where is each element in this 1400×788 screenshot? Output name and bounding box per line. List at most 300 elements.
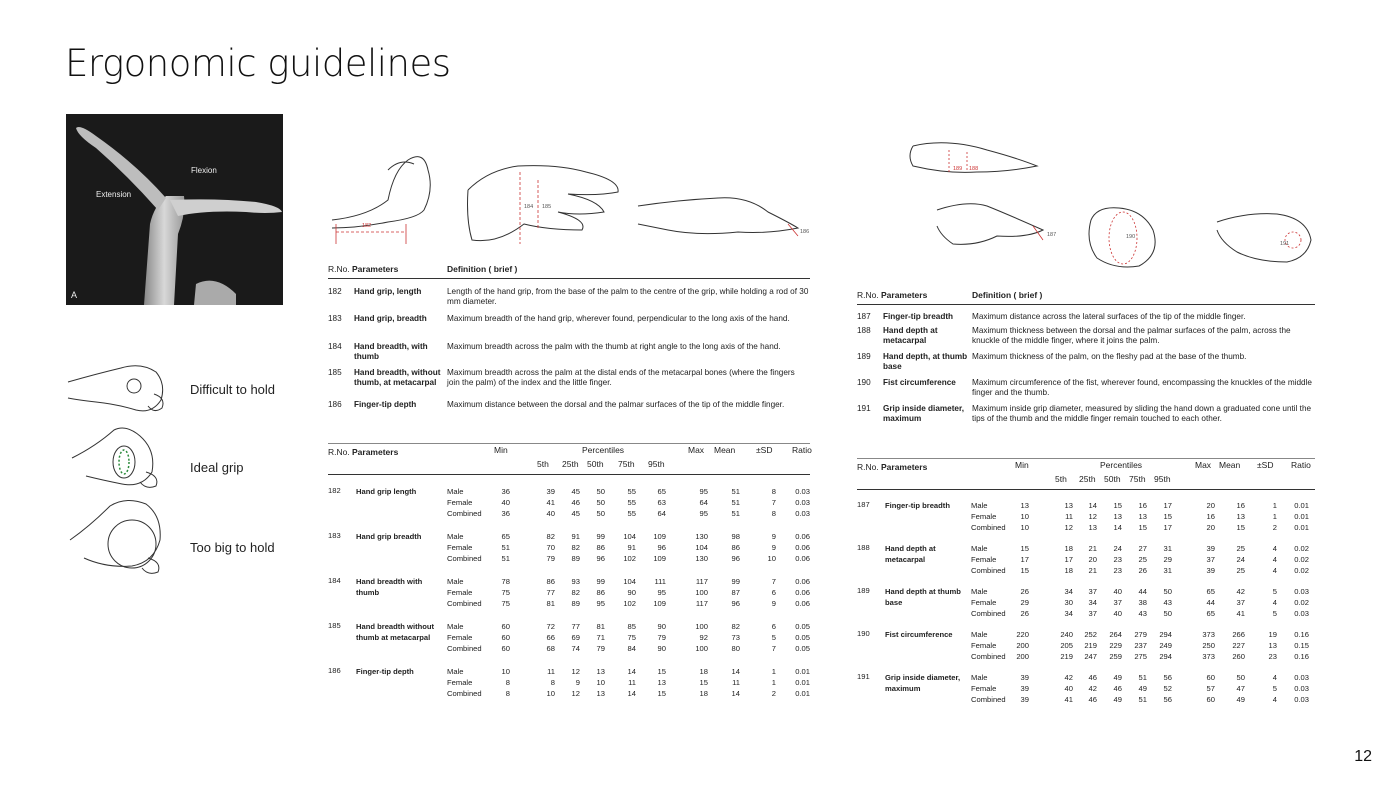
table-cell-value: 264 — [1109, 630, 1122, 639]
figure-number-182: 182 — [362, 223, 372, 229]
table-cell-value: 95 — [596, 599, 605, 608]
table-cell-sex: Female — [971, 684, 997, 693]
table-cell-value: 90 — [657, 644, 666, 653]
table-group — [328, 621, 810, 666]
table-cell-value: 0.15 — [1294, 641, 1309, 650]
table-header-rule — [328, 474, 810, 475]
table-cell-value: 0.03 — [795, 498, 810, 507]
table-cell-value: 17 — [1064, 555, 1073, 564]
table-header-p95: 95th — [648, 459, 665, 469]
table-cell-value: 0.03 — [795, 509, 810, 518]
table-cell-value: 9 — [771, 543, 776, 552]
table-cell-value: 41 — [1236, 609, 1245, 618]
table-cell-value: 109 — [653, 554, 666, 563]
table-cell-value: 0.02 — [1294, 555, 1309, 564]
table-cell-value: 1 — [771, 678, 776, 687]
table-cell-value: 0.02 — [1294, 566, 1309, 575]
table-cell-sex: Female — [971, 555, 997, 564]
table-group-number: 183 — [328, 531, 341, 540]
table-cell-value: 12 — [1064, 523, 1073, 532]
definition-parameter: Hand depth at metacarpal — [883, 326, 938, 346]
table-cell-value: 13 — [596, 667, 605, 676]
definition-number: 190 — [857, 378, 871, 387]
table-cell-value: 45 — [571, 487, 580, 496]
table-cell-value: 15 — [1163, 512, 1172, 521]
table-cell-value: 109 — [653, 532, 666, 541]
table-cell-value: 21 — [1088, 566, 1097, 575]
table-cell-value: 0.16 — [1294, 630, 1309, 639]
definition-text: Maximum distance between the dorsal and the palmar surfaces of the tip of the middle finger. — [447, 400, 785, 409]
table-cell-value: 64 — [699, 498, 708, 507]
table-cell-value: 77 — [546, 588, 555, 597]
table-cell-value: 38 — [1138, 598, 1147, 607]
table-cell-sex: Combined — [971, 652, 1006, 661]
table-cell-sex: Female — [447, 633, 473, 642]
table-cell-value: 46 — [1088, 673, 1097, 682]
table-cell-value: 220 — [1016, 630, 1029, 639]
table-cell-value: 71 — [596, 633, 605, 642]
table-cell-value: 18 — [1064, 566, 1073, 575]
table-cell-value: 4 — [1272, 566, 1277, 575]
table-cell-value: 14 — [627, 689, 636, 698]
table-group — [857, 629, 1315, 672]
table-cell-value: 12 — [571, 689, 580, 698]
table-cell-value: 0.01 — [795, 689, 810, 698]
table-header-rno: R.No. — [857, 462, 879, 472]
table-cell-value: 16 — [1138, 501, 1147, 510]
definition-parameter: Hand grip, breadth — [354, 314, 427, 323]
table-cell-value: 100 — [695, 644, 708, 653]
table-group-parameter: Finger-tip breadth — [885, 501, 950, 510]
table-cell-value: 70 — [546, 543, 555, 552]
table-group-number: 188 — [857, 543, 870, 552]
table-header-sd: ±SD — [756, 445, 773, 455]
table-cell-value: 84 — [627, 644, 636, 653]
table-cell-value: 74 — [571, 644, 580, 653]
table-cell-value: 42 — [1064, 673, 1073, 682]
table-cell-sex: Female — [971, 598, 997, 607]
table-cell-sex: Combined — [447, 644, 482, 653]
page-number: 12 — [1354, 748, 1372, 765]
table-cell-value: 39 — [1020, 695, 1029, 704]
table-cell-value: 20 — [1206, 523, 1215, 532]
table-cell-value: 7 — [771, 577, 776, 586]
table-cell-value: 13 — [1113, 512, 1122, 521]
table-cell-value: 91 — [627, 543, 636, 552]
table-cell-sex: Male — [447, 532, 464, 541]
table-cell-value: 37 — [1088, 609, 1097, 618]
table-cell-value: 95 — [657, 588, 666, 597]
table-cell-sex: Female — [447, 678, 473, 687]
definition-text: Maximum thickness of the palm, on the fleshy pad at the base of the thumb. — [972, 352, 1247, 361]
grip-label-ideal: Ideal grip — [190, 460, 244, 475]
table-cell-value: 96 — [731, 554, 740, 563]
table-cell-sex: Combined — [971, 566, 1006, 575]
table-cell-value: 12 — [1088, 512, 1097, 521]
table-cell-value: 26 — [1020, 609, 1029, 618]
table-cell-value: 100 — [695, 588, 708, 597]
def-header-param: Parameters — [352, 264, 399, 274]
table-group — [328, 531, 810, 576]
table-cell-value: 64 — [657, 509, 666, 518]
table-cell-value: 17 — [1020, 555, 1029, 564]
table-cell-value: 43 — [1138, 609, 1147, 618]
table-group-parameter: Finger-tip depth — [356, 667, 414, 676]
table-cell-value: 373 — [1202, 652, 1215, 661]
table-cell-value: 46 — [1113, 684, 1122, 693]
definition-parameter: Fist circumference — [883, 378, 956, 387]
table-cell-value: 1 — [1272, 501, 1277, 510]
table-cell-value: 109 — [653, 599, 666, 608]
hand-measurement-illustrations — [328, 120, 810, 250]
table-cell-value: 31 — [1163, 544, 1172, 553]
table-cell-value: 66 — [546, 633, 555, 642]
table-cell-value: 0.03 — [1294, 673, 1309, 682]
table-cell-value: 13 — [596, 689, 605, 698]
table-cell-value: 0.05 — [795, 644, 810, 653]
table-cell-value: 49 — [1236, 695, 1245, 704]
table-cell-value: 79 — [596, 644, 605, 653]
table-cell-value: 12 — [571, 667, 580, 676]
table-cell-value: 13 — [657, 678, 666, 687]
table-cell-value: 36 — [501, 509, 510, 518]
table-header-percentiles: Percentiles — [1100, 460, 1143, 470]
table-cell-value: 6 — [771, 588, 776, 597]
table-cell-value: 227 — [1232, 641, 1245, 650]
table-cell-value: 39 — [546, 487, 555, 496]
table-cell-value: 39 — [1020, 673, 1029, 682]
table-cell-value: 50 — [1163, 587, 1172, 596]
table-cell-value: 8 — [771, 509, 776, 518]
table-cell-value: 21 — [1088, 544, 1097, 553]
table-cell-value: 279 — [1134, 630, 1147, 639]
table-header-max: Max — [688, 445, 705, 455]
table-cell-value: 6 — [771, 622, 776, 631]
table-cell-value: 4 — [1272, 598, 1277, 607]
table-cell-value: 5 — [1272, 609, 1277, 618]
table-cell-value: 4 — [1272, 673, 1277, 682]
table-cell-value: 252 — [1084, 630, 1097, 639]
table-cell-value: 47 — [1236, 684, 1245, 693]
table-header-rule — [857, 489, 1315, 490]
table-group — [328, 666, 810, 711]
definition-text: Maximum breadth across the palm with the thumb at right angle to the long axis of the hand. — [447, 342, 781, 351]
table-cell-value: 63 — [657, 498, 666, 507]
table-cell-value: 14 — [1088, 501, 1097, 510]
table-cell-value: 56 — [1163, 673, 1172, 682]
table-cell-value: 92 — [699, 633, 708, 642]
table-cell-value: 20 — [1206, 501, 1215, 510]
table-cell-value: 8 — [505, 689, 510, 698]
table-cell-value: 275 — [1134, 652, 1147, 661]
table-cell-value: 14 — [627, 667, 636, 676]
table-cell-value: 81 — [546, 599, 555, 608]
table-cell-sex: Combined — [447, 554, 482, 563]
table-cell-value: 82 — [571, 588, 580, 597]
table-cell-value: 69 — [571, 633, 580, 642]
table-cell-value: 4 — [1272, 544, 1277, 553]
table-cell-value: 82 — [571, 543, 580, 552]
table-cell-value: 37 — [1113, 598, 1122, 607]
table-cell-value: 100 — [695, 622, 708, 631]
table-cell-sex: Male — [447, 577, 464, 586]
table-group — [857, 586, 1315, 629]
table-cell-value: 260 — [1232, 652, 1245, 661]
table-cell-value: 15 — [657, 667, 666, 676]
table-cell-value: 0.06 — [795, 543, 810, 552]
table-cell-value: 247 — [1084, 652, 1097, 661]
table-cell-value: 25 — [1138, 555, 1147, 564]
table-cell-value: 87 — [731, 588, 740, 597]
definition-text: Maximum thickness between the dorsal and the palmar surfaces of the palm, across the knuckle of the middle finger, where it joins the palm. — [972, 326, 1291, 346]
table-group-number: 185 — [328, 621, 341, 630]
table-cell-value: 294 — [1159, 630, 1172, 639]
def-header-rno: R.No. — [328, 264, 350, 274]
definition-number: 183 — [328, 314, 342, 323]
table-cell-value: 51 — [1138, 673, 1147, 682]
table-cell-sex: Male — [971, 630, 988, 639]
table-cell-value: 55 — [627, 498, 636, 507]
table-header-p50: 50th — [587, 459, 604, 469]
table-cell-value: 57 — [1206, 684, 1215, 693]
table-cell-value: 11 — [732, 678, 740, 687]
table-cell-sex: Male — [447, 487, 464, 496]
table-cell-sex: Combined — [447, 599, 482, 608]
table-cell-value: 250 — [1202, 641, 1215, 650]
table-cell-value: 34 — [1064, 609, 1073, 618]
table-cell-value: 24 — [1236, 555, 1245, 564]
table-cell-value: 10 — [1020, 523, 1029, 532]
table-cell-value: 41 — [1064, 695, 1073, 704]
definition-parameter: Finger-tip depth — [354, 400, 417, 409]
table-cell-value: 73 — [731, 633, 740, 642]
table-cell-value: 219 — [1084, 641, 1097, 650]
table-cell-value: 65 — [1206, 587, 1215, 596]
table-cell-value: 52 — [1163, 684, 1172, 693]
table-cell-value: 0.05 — [795, 622, 810, 631]
table-cell-sex: Male — [971, 587, 988, 596]
table-cell-value: 43 — [1163, 598, 1172, 607]
table-cell-value: 81 — [596, 622, 605, 631]
table-cell-value: 15 — [1113, 501, 1122, 510]
table-cell-value: 37 — [1236, 598, 1245, 607]
definition-text: Maximum inside grip diameter, measured by sliding the hand down a graduated cone until the tips of the thumb and the middle finger remain touched to each other. — [972, 404, 1312, 424]
table-cell-value: 40 — [501, 498, 510, 507]
table-cell-value: 39 — [1020, 684, 1029, 693]
table-cell-value: 11 — [628, 678, 636, 687]
table-group-parameter: Hand breadth without thumb at metacarpal — [356, 622, 435, 642]
table-group-parameter: Hand depth at metacarpal — [885, 544, 936, 564]
table-cell-value: 294 — [1159, 652, 1172, 661]
grip-ideal — [66, 422, 296, 492]
table-cell-value: 90 — [657, 622, 666, 631]
table-cell-value: 93 — [571, 577, 580, 586]
table-cell-value: 13 — [1236, 512, 1245, 521]
table-cell-value: 42 — [1088, 684, 1097, 693]
table-cell-value: 60 — [501, 644, 510, 653]
table-header-p95: 95th — [1154, 474, 1171, 484]
table-cell-sex: Combined — [971, 609, 1006, 618]
table-cell-value: 10 — [767, 554, 776, 563]
table-header-mean: Mean — [714, 445, 736, 455]
table-cell-value: 18 — [699, 667, 708, 676]
table-header-p25: 25th — [562, 459, 579, 469]
table-cell-value: 0.16 — [1294, 652, 1309, 661]
table-cell-value: 10 — [1020, 512, 1029, 521]
fist-small-grip-icon — [66, 354, 176, 424]
fist-large-grip-icon — [66, 496, 176, 576]
table-cell-value: 23 — [1268, 652, 1277, 661]
table-header-p5: 5th — [1055, 474, 1067, 484]
table-cell-value: 18 — [1064, 544, 1073, 553]
table-cell-value: 86 — [546, 577, 555, 586]
table-cell-value: 79 — [546, 554, 555, 563]
table-cell-value: 55 — [627, 487, 636, 496]
table-cell-sex: Female — [447, 498, 473, 507]
table-group — [857, 543, 1315, 586]
fist-ideal-grip-icon — [66, 422, 176, 492]
table-cell-value: 86 — [731, 543, 740, 552]
table-group — [328, 576, 810, 621]
figure-number-190: 190 — [1126, 234, 1136, 240]
table-cell-value: 0.06 — [795, 599, 810, 608]
table-group-parameter: Hand depth at thumb base — [885, 587, 961, 607]
table-cell-value: 91 — [571, 532, 580, 541]
table-group-parameter: Hand grip length — [356, 487, 417, 496]
wrist-photo-illustration — [66, 114, 283, 305]
table-cell-value: 11 — [1065, 512, 1073, 521]
definition-parameter: Hand breadth, without thumb, at metacarpal — [354, 368, 441, 388]
table-cell-value: 23 — [1113, 555, 1122, 564]
def-header-rule — [857, 304, 1315, 305]
table-header-p25: 25th — [1079, 474, 1096, 484]
hand-measurement-illustrations-right — [857, 130, 1315, 280]
table-cell-value: 49 — [1138, 684, 1147, 693]
table-cell-value: 65 — [501, 532, 510, 541]
wrist-photo — [66, 114, 283, 305]
table-header-rno: R.No. — [328, 447, 350, 457]
table-cell-value: 51 — [731, 487, 740, 496]
table-cell-value: 42 — [1236, 587, 1245, 596]
definition-number: 186 — [328, 400, 342, 409]
grip-too-big — [66, 496, 296, 566]
table-cell-value: 130 — [695, 554, 708, 563]
table-cell-value: 34 — [1088, 598, 1097, 607]
table-top-rule — [857, 458, 1315, 459]
table-cell-value: 15 — [1236, 523, 1245, 532]
table-cell-value: 86 — [596, 543, 605, 552]
table-cell-value: 11 — [547, 667, 555, 676]
table-cell-value: 34 — [1064, 587, 1073, 596]
grip-difficult — [66, 354, 296, 424]
table-cell-value: 0.01 — [1294, 523, 1309, 532]
table-cell-value: 27 — [1138, 544, 1147, 553]
table-cell-value: 51 — [731, 498, 740, 507]
table-cell-value: 18 — [699, 689, 708, 698]
table-cell-value: 5 — [1272, 684, 1277, 693]
table-cell-value: 117 — [695, 577, 708, 586]
table-header-p50: 50th — [1104, 474, 1121, 484]
definition-number: 188 — [857, 326, 871, 335]
table-cell-value: 8 — [505, 678, 510, 687]
table-cell-value: 10 — [596, 678, 605, 687]
table-cell-value: 50 — [1163, 609, 1172, 618]
table-cell-value: 60 — [501, 633, 510, 642]
table-header-ratio: Ratio — [792, 445, 812, 455]
table-group-number: 186 — [328, 666, 341, 675]
table-cell-value: 104 — [695, 543, 708, 552]
table-cell-value: 98 — [731, 532, 740, 541]
table-cell-value: 78 — [501, 577, 510, 586]
figure-number-184: 184 — [524, 204, 534, 210]
table-cell-value: 104 — [623, 532, 636, 541]
table-cell-value: 14 — [731, 689, 740, 698]
definition-parameter: Grip inside diameter, maximum — [883, 404, 964, 424]
table-cell-value: 36 — [501, 487, 510, 496]
table-cell-value: 0.02 — [1294, 598, 1309, 607]
table-cell-value: 14 — [731, 667, 740, 676]
definition-text: Maximum circumference of the fist, wherever found, encompassing the knuckles of the middle finger and the thumb. — [972, 378, 1312, 398]
table-cell-value: 0.03 — [1294, 695, 1309, 704]
table-header-min: Min — [1015, 460, 1029, 470]
table-cell-value: 75 — [627, 633, 636, 642]
figure-number-187: 187 — [1047, 232, 1057, 238]
table-cell-value: 15 — [1020, 566, 1029, 575]
table-cell-value: 0.05 — [795, 633, 810, 642]
photo-panel-label: A — [71, 290, 78, 300]
table-cell-value: 40 — [1113, 609, 1122, 618]
table-cell-value: 0.02 — [1294, 544, 1309, 553]
table-cell-value: 200 — [1016, 652, 1029, 661]
table-header-param: Parameters — [881, 462, 928, 472]
table-cell-value: 130 — [695, 532, 708, 541]
table-cell-value: 46 — [1088, 695, 1097, 704]
table-cell-value: 373 — [1202, 630, 1215, 639]
table-group-parameter: Hand breadth with thumb — [356, 577, 423, 597]
table-cell-value: 50 — [596, 487, 605, 496]
table-group-number: 182 — [328, 486, 341, 495]
table-group-parameter: Fist circumference — [885, 630, 953, 639]
table-cell-value: 56 — [1163, 695, 1172, 704]
table-group-number: 187 — [857, 500, 870, 509]
grip-label-too-big: Too big to hold — [190, 540, 275, 555]
table-cell-value: 31 — [1163, 566, 1172, 575]
table-cell-value: 0.01 — [1294, 512, 1309, 521]
table-cell-value: 102 — [623, 599, 636, 608]
table-cell-value: 1 — [1272, 512, 1277, 521]
table-cell-value: 15 — [657, 689, 666, 698]
table-cell-value: 9 — [771, 599, 776, 608]
definition-number: 191 — [857, 404, 871, 413]
table-group-parameter: Hand grip breadth — [356, 532, 422, 541]
table-cell-value: 51 — [501, 554, 510, 563]
table-cell-value: 13 — [1064, 501, 1073, 510]
table-cell-value: 240 — [1060, 630, 1073, 639]
table-header-ratio: Ratio — [1291, 460, 1311, 470]
table-cell-value: 7 — [771, 644, 776, 653]
table-cell-sex: Male — [447, 667, 464, 676]
table-cell-value: 95 — [699, 487, 708, 496]
def-header-definition: Definition ( brief ) — [447, 264, 518, 274]
table-cell-value: 0.03 — [1294, 609, 1309, 618]
definition-parameter: Hand depth, at thumb base — [883, 352, 968, 372]
table-cell-sex: Male — [971, 544, 988, 553]
table-group — [857, 672, 1315, 715]
table-cell-value: 75 — [501, 588, 510, 597]
table-cell-value: 60 — [1206, 695, 1215, 704]
table-cell-value: 50 — [596, 509, 605, 518]
table-cell-sex: Female — [447, 588, 473, 597]
